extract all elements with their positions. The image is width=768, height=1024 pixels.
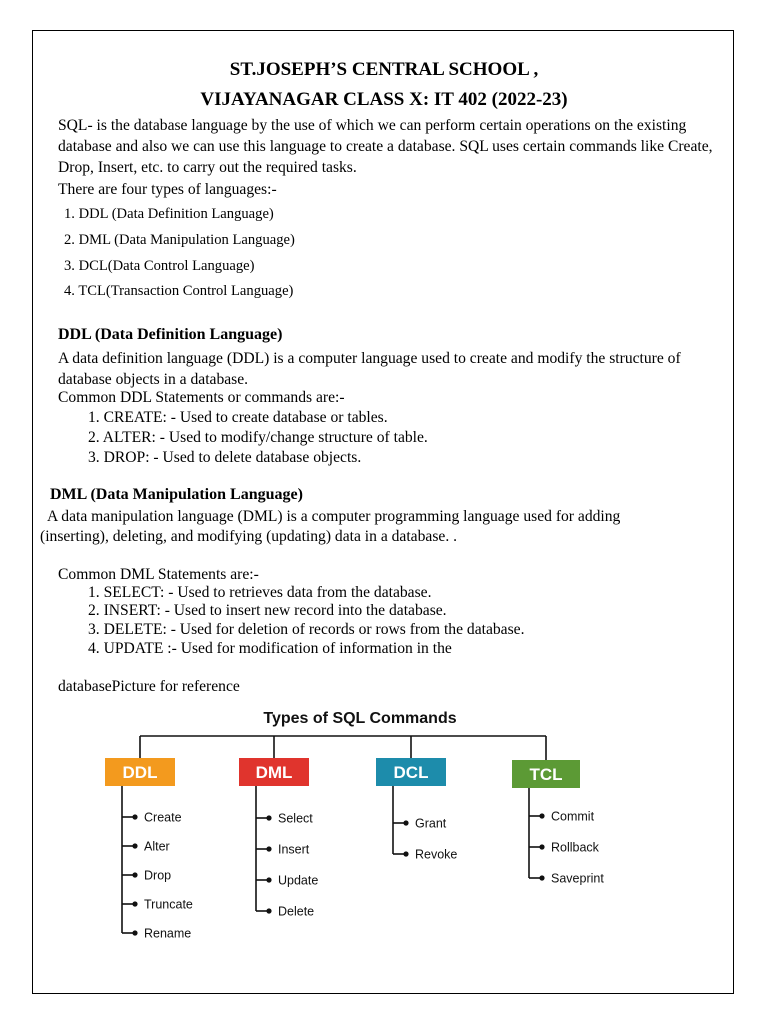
ddl-item-rename: Rename [144, 926, 192, 941]
dml-item-insert: 2. INSERT: - Used to insert new record into the database. [88, 602, 447, 619]
ddl-item-create: Create [144, 810, 182, 825]
dml-item-update: 4. UPDATE :- Used for modification of information in the [88, 640, 452, 657]
tcl-bullet-saveprint [539, 875, 544, 880]
dml-common-line: Common DML Statements are:- [58, 566, 259, 583]
dml-bullet-update [266, 877, 271, 882]
tcl-box-label: TCL [529, 765, 563, 784]
dml-bullet-select [266, 815, 271, 820]
ddl-heading: DDL (Data Definition Language) [58, 326, 283, 343]
ddl-item-create: 1. CREATE: - Used to create database or tables. [88, 409, 388, 426]
picture-reference-line: databasePicture for reference [58, 678, 240, 695]
dml-item-delete: 3. DELETE: - Used for deletion of records or rows from the database. [88, 621, 525, 638]
type-item-tcl: 4. TCL(Transaction Control Language) [64, 283, 294, 299]
types-line: There are four types of languages:- [58, 181, 277, 198]
diagram-title: Types of SQL Commands [263, 710, 457, 727]
dcl-item-grant: Grant [415, 816, 447, 831]
ddl-item-alter: 2. ALTER: - Used to modify/change structure of table. [88, 429, 428, 446]
ddl-bullet-rename [132, 930, 137, 935]
ddl-item-alter: Alter [144, 839, 170, 854]
tcl-bullet-commit [539, 813, 544, 818]
ddl-common-line: Common DDL Statements or commands are:- [58, 389, 345, 406]
tcl-bullet-rollback [539, 844, 544, 849]
ddl-description: A data definition language (DDL) is a computer language used to create and modify the structure of database objects in a database. [58, 350, 681, 388]
dcl-bullet-revoke [403, 851, 408, 856]
ddl-bullet-drop [132, 872, 137, 877]
ddl-item-truncate: Truncate [144, 897, 193, 912]
dml-box-label: DML [255, 763, 293, 782]
type-item-dml: 2. DML (Data Manipulation Language) [64, 232, 295, 248]
dml-bullet-insert [266, 846, 271, 851]
dcl-item-revoke: Revoke [415, 847, 458, 862]
ddl-bullet-truncate [132, 901, 137, 906]
dml-item-insert: Insert [278, 842, 310, 857]
type-item-dcl: 3. DCL(Data Control Language) [64, 258, 255, 274]
class-title: VIJAYANAGAR CLASS X: IT 402 (2022-23) [200, 89, 568, 110]
ddl-item-drop: Drop [144, 868, 172, 883]
type-item-ddl: 1. DDL (Data Definition Language) [64, 206, 274, 222]
dcl-bullet-grant [403, 820, 408, 825]
ddl-bullet-alter [132, 843, 137, 848]
tcl-item-rollback: Rollback [551, 840, 599, 855]
school-title: ST.JOSEPH’S CENTRAL SCHOOL , [229, 59, 539, 80]
dml-heading: DML (Data Manipulation Language) [50, 486, 303, 503]
sql-commands-diagram [0, 700, 768, 960]
ddl-box-label: DDL [122, 763, 158, 782]
tcl-item-commit: Commit [551, 809, 595, 824]
tcl-item-saveprint: Saveprint [551, 871, 604, 886]
dml-description-line2: (inserting), deleting, and modifying (updating) data in a database. . [40, 528, 458, 545]
dml-item-select: 1. SELECT: - Used to retrieves data from the database. [88, 584, 432, 601]
dml-bullet-delete [266, 908, 271, 913]
dml-description-line1: A data manipulation language (DML) is a computer programming language used for adding [47, 508, 621, 525]
dcl-box-label: DCL [393, 763, 429, 782]
dml-item-select: Select [278, 811, 313, 826]
dml-item-update: Update [278, 873, 319, 888]
dml-item-delete: Delete [278, 904, 315, 919]
ddl-bullet-create [132, 814, 137, 819]
ddl-item-drop: 3. DROP: - Used to delete database objects. [88, 449, 362, 466]
intro-paragraph: SQL- is the database language by the use of which we can perform certain operations on the existing database and also we can use this language to create a database. SQL uses certain commands like Create, Drop, Insert, etc. to carry out the required tasks. [58, 117, 713, 176]
